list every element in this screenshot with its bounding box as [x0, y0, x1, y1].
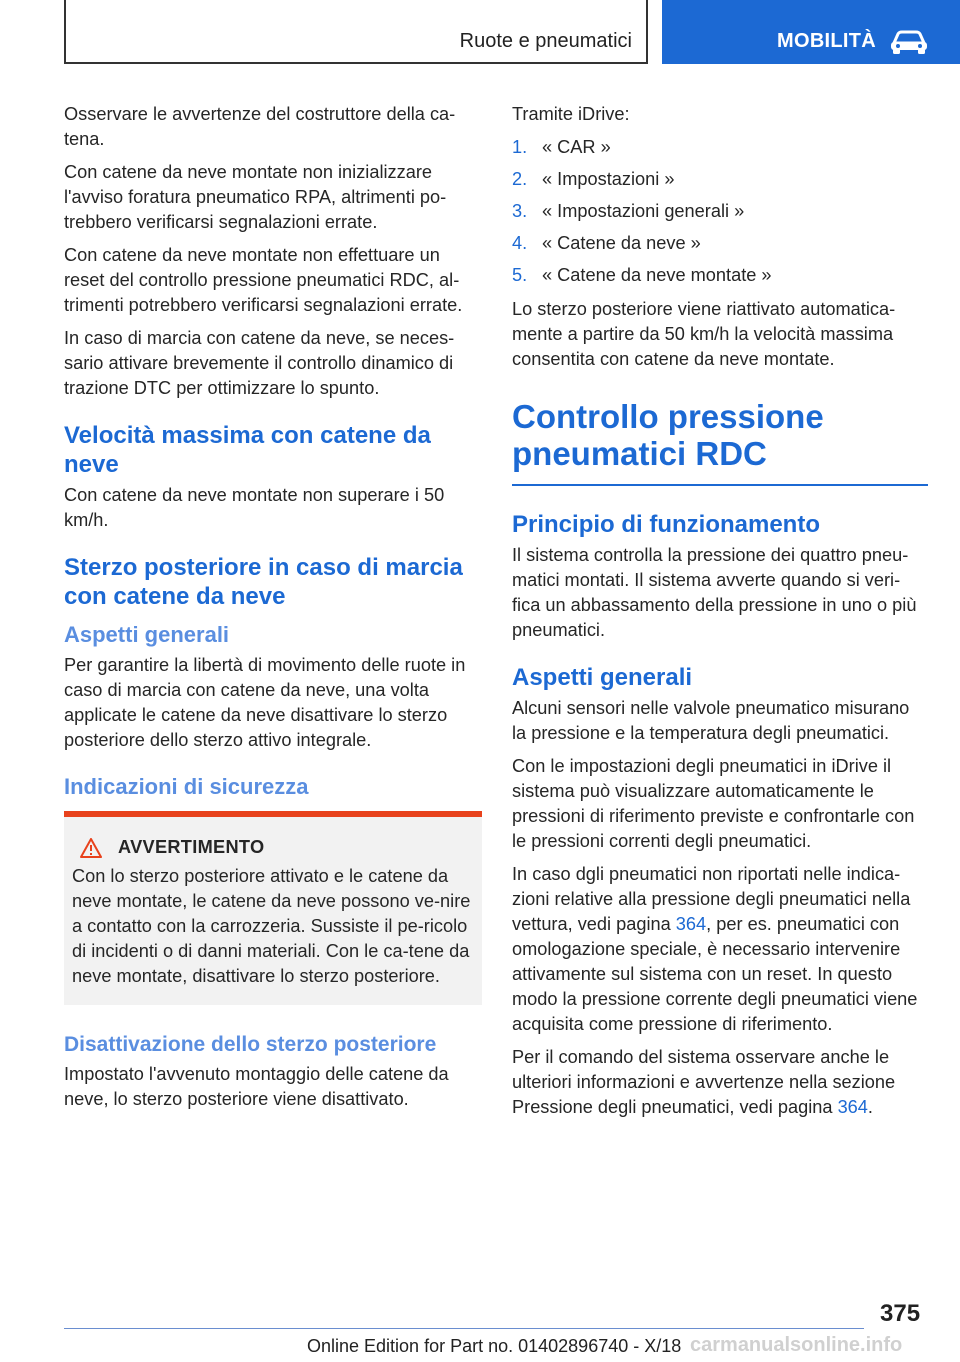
warning-box — [64, 811, 482, 1005]
heading-principle: Principio di funzionamento — [512, 511, 820, 538]
step-item — [512, 227, 928, 259]
heading-rule — [512, 484, 928, 486]
idrive-steps — [512, 131, 928, 291]
step-number: 1. — [512, 137, 528, 157]
text-run: . — [867, 1097, 873, 1117]
paragraph: Il sistema controlla la pressione dei quattro pneu-matici montati. Il sistema avverte quando si veri-fica un abbassamento della pressione in uno o più pneumatici. — [512, 545, 917, 640]
section-title: Ruote e pneumatici — [459, 30, 632, 52]
car-icon — [888, 29, 930, 55]
heading-rdc: Controllo pressione pneumatici RDC — [512, 398, 824, 472]
step-item — [512, 163, 928, 195]
heading-disable-rear: Disattivazione dello sterzo posteriore — [64, 1033, 437, 1056]
warning-header — [72, 837, 474, 858]
watermark: carmanualsonline.info — [690, 1334, 903, 1356]
step-label: « Impostazioni generali » — [542, 201, 745, 221]
step-label: « CAR » — [542, 137, 611, 157]
step-item — [512, 259, 928, 291]
paragraph: Per garantire la libertà di movimento delle ruote in caso di marcia con catene da neve, una volta applicate le catene da neve disattivare lo sterzo posteriore dello sterzo attivo integrale. — [64, 655, 466, 750]
page-number: 375 — [880, 1300, 921, 1327]
paragraph: In caso di marcia con catene da neve, se neces-sario attivare brevemente il controllo dinamico di trazione DTC per ottimizzare lo spunto. — [64, 328, 455, 398]
step-label: « Catene da neve » — [542, 233, 701, 253]
step-item — [512, 195, 928, 227]
paragraph: Con le impostazioni degli pneumatici in iDrive il sistema può visualizzare automaticamente le pressioni di riferimento previste e confrontarle con le pressioni correnti degli pneumatici. — [512, 756, 915, 851]
chapter-tab[interactable] — [662, 0, 960, 64]
heading-rear-steering: Sterzo posteriore in caso di marcia con catene da neve — [64, 554, 463, 610]
warning-title: AVVERTIMENTO — [118, 837, 265, 857]
page-link[interactable]: 364 — [675, 914, 707, 934]
step-number: 4. — [512, 233, 528, 253]
step-item — [512, 131, 928, 163]
text-run: In caso dgli pneumatici non riportati nelle indica-zioni relative alla pressione degli pneumatici nella vettura, vedi pagina — [512, 864, 911, 934]
paragraph: Lo sterzo posteriore viene riattivato automatica-mente a partire da 50 km/h la velocità massima consentita con catene da neve montate. — [512, 299, 896, 369]
paragraph: Con catene da neve montate non effettuare un reset del controllo pressione pneumatici RDC, al-trimenti potrebbero verificarsi segnalazioni errate. — [64, 245, 463, 315]
text-run: , per es. pneumatici con omologazione speciale, è necessario intervenire attivamente sul sistema con un reset. In questo modo la pressione corrente degli pneumatici viene acquisita come pressione di riferimento. — [512, 914, 918, 1034]
heading-general-rdc: Aspetti generali — [512, 664, 693, 691]
heading-max-speed: Velocità massima con catene da neve — [64, 422, 431, 478]
paragraph: Impostato l'avvenuto montaggio delle catene da neve, lo sterzo posteriore viene disattivato. — [64, 1064, 449, 1109]
heading-general: Aspetti generali — [64, 622, 230, 647]
page-link[interactable]: 364 — [837, 1097, 868, 1117]
paragraph: Con catene da neve montate non superare i 50 km/h. — [64, 485, 445, 530]
paragraph: Osservare le avvertenze del costruttore della ca-tena. — [64, 104, 456, 149]
paragraph: Alcuni sensori nelle valvole pneumatico misurano la pressione e la temperatura degli pneumatici. — [512, 698, 910, 743]
left-column — [64, 102, 482, 1120]
paragraph — [512, 862, 928, 1037]
chapter-label: MOBILITÀ — [777, 30, 877, 52]
paragraph — [512, 1045, 928, 1120]
edition-text: Online Edition for Part no. 01402896740 - X/18 — [307, 1336, 682, 1356]
right-column — [512, 102, 928, 1128]
warning-text: Con lo sterzo posteriore attivato e le catene da neve montate, le catene da neve possono ve-nire a contatto con la carrozzeria. Sussiste il pe-ricolo di incidenti o di danni materiali. Con le ca-tene da neve montate, disattivare lo sterzo posteriore. — [72, 866, 471, 986]
warning-triangle-icon — [80, 838, 102, 858]
footer-rule — [64, 1328, 864, 1329]
heading-safety: Indicazioni di sicurezza — [64, 774, 309, 799]
idrive-intro: Tramite iDrive: — [512, 104, 630, 124]
step-number: 2. — [512, 169, 528, 189]
paragraph: Con catene da neve montate non inizializzare l'avviso foratura pneumatico RPA, altrimenti po-trebbero verificarsi segnalazioni errate. — [64, 162, 447, 232]
header-box — [64, 0, 648, 64]
step-label: « Catene da neve montate » — [542, 265, 772, 285]
text-run: Per il comando del sistema osservare anche le ulteriori informazioni e avvertenze nella sezione Pressione degli pneumatici, vedi pagina — [512, 1047, 896, 1117]
step-number: 5. — [512, 265, 528, 285]
step-number: 3. — [512, 201, 528, 221]
step-label: « Impostazioni » — [542, 169, 675, 189]
